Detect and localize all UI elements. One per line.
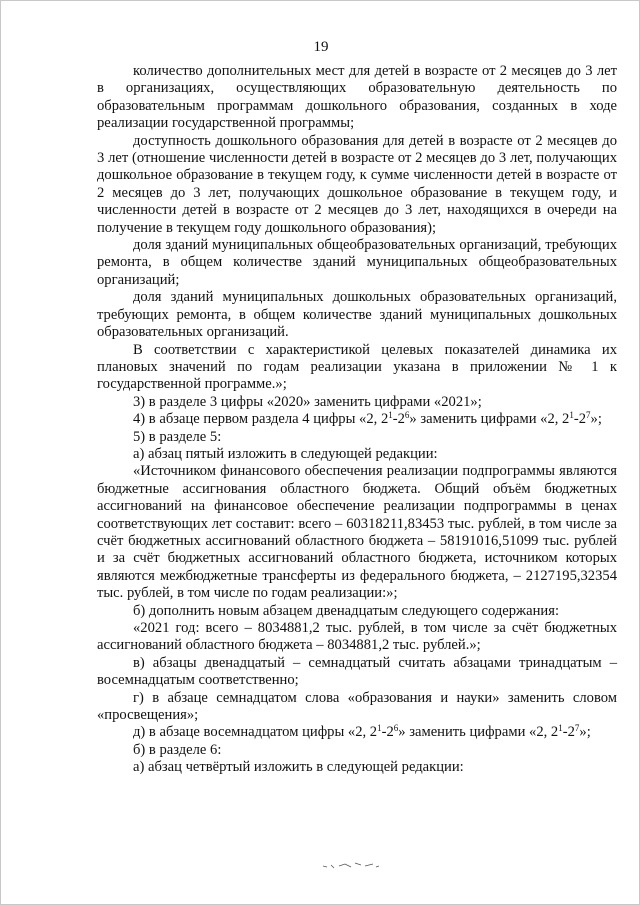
superscript: 1 — [377, 723, 382, 734]
superscript: 1 — [388, 410, 393, 421]
paragraph-text: -2 — [562, 724, 575, 741]
paragraph-text: «Источником финансового обеспечения реализации подпрограммы являются бюджетные ассигнования областного бюджета. Общий объём бюджетных ассигнований на финансовое обеспечение реализации подпрограммы в ценах соответствующих лет составит: всего – 60318211,83453 тыс. рублей, в том числе за счёт бюджетных ассигнований областного бюджета – 58191016,51099 тыс. рублей и за счёт бюджетных ассигнований областного бюджета, источником которых являются межбюджетные трансферты из федерального бюджета, – 2127195,32354 тыс. рублей, в том числе по годам реализации:»; — [97, 463, 617, 602]
paragraph-text: доступность дошкольного образования для детей в возрасте от 2 месяцев до 3 лет (отношение численности детей в возрасте от 2 месяцев до 3 лет, получающих дошкольное образование в текущем году, к сумме численности детей в возрасте от 2 месяцев до 3 лет, получающих дошкольное образование в текущем году, и численности детей в возрасте от 2 месяцев до 3 лет, находящихся в очереди на получение в текущем году дошкольного образования); — [97, 132, 617, 236]
paragraph-text: 5) в разделе 5: — [133, 428, 222, 445]
paragraph-subitem-v — [97, 655, 617, 690]
paragraph-subitem-d — [97, 724, 617, 741]
paragraph-text: »; — [579, 724, 591, 741]
paragraph-text: -2 — [573, 411, 587, 428]
superscript: 7 — [586, 410, 591, 421]
paragraph-school-buildings — [97, 237, 617, 289]
paragraph-preschool-buildings — [97, 289, 617, 341]
paragraph-text: а) абзац четвёртый изложить в следующей редакции: — [133, 759, 464, 776]
superscript: 6 — [404, 410, 410, 421]
superscript: 1 — [569, 410, 574, 421]
paragraph-text: д) в абзаце восемнадцатом цифры «2, 2 — [133, 724, 378, 741]
paragraph-text: 3) в разделе 3 цифры «2020» заменить цифрами «2021»; — [133, 393, 482, 410]
paragraph-text: а) абзац пятый изложить в следующей редакции: — [133, 445, 438, 462]
paragraph-text: б) дополнить новым абзацем двенадцатым следующего содержания: — [133, 602, 560, 619]
paragraph-accessibility — [97, 133, 617, 237]
paragraph-subitem-a-2 — [97, 759, 617, 776]
paragraph-text: доля зданий муниципальных общеобразовательных организаций, требующих ремонта, в общем количестве зданий муниципальных общеобразовательных организаций; — [97, 237, 617, 288]
paragraph-text: в) абзацы двенадцатый – семнадцатый считать абзацами тринадцатым – восемнадцатым соответственно; — [97, 654, 617, 689]
paragraph-text: В соответствии с характеристикой целевых показателей динамика их плановых значений по годам реализации указана в приложении № 1 к государственной программе.»; — [97, 341, 617, 393]
paragraph-subitem-b — [97, 603, 617, 620]
paragraph-text: -2 — [381, 724, 394, 741]
paragraph-year-2021 — [97, 620, 617, 655]
paragraph-subitem-g — [97, 690, 617, 725]
superscript: 7 — [574, 723, 580, 734]
paragraph-additional-places — [97, 63, 617, 133]
paragraph-text: «2021 год: всего – 8034881,2 тыс. рублей, в том числе за счёт бюджетных ассигнований областного бюджета – 8034881,2 тыс. рублей.»; — [97, 620, 617, 654]
paragraph-text: г) в абзаце семнадцатом слова «образования и науки» заменить словом «просвещения»; — [97, 689, 617, 724]
paragraph-text: -2 — [392, 411, 405, 428]
paragraph-item-5 — [97, 429, 617, 446]
paragraph-item-3 — [97, 394, 617, 411]
superscript: 6 — [393, 723, 399, 734]
paragraph-text: количество дополнительных мест для детей в возрасте от 2 месяцев до 3 лет в организациях, осуществляющих образовательную деятельность по образовательным программам дошкольного образования, созданных в ходе реализации государственной программы; — [97, 63, 617, 132]
paragraph-text: доля зданий муниципальных дошкольных образовательных организаций, требующих ремонта, в общем количестве зданий муниципальных дошкольных образовательных организаций. — [97, 289, 617, 341]
page-number: 19 — [313, 39, 329, 55]
paragraph-text: 4) в абзаце первом раздела 4 цифры «2, 2 — [133, 411, 389, 428]
superscript: 1 — [558, 723, 563, 734]
paragraph-text: »; — [590, 411, 602, 428]
paragraph-item-4 — [97, 411, 617, 428]
paragraph-subitem-a — [97, 446, 617, 463]
paragraph-text: » заменить цифрами «2, 2 — [398, 724, 559, 741]
document-body — [97, 63, 617, 777]
paragraph-indicators — [97, 342, 617, 394]
paragraph-text: б) в разделе 6: — [133, 741, 222, 758]
paragraph-item-6 — [97, 742, 617, 759]
paragraph-financing — [97, 463, 617, 602]
scan-mark — [321, 857, 381, 871]
paragraph-text: » заменить цифрами «2, 2 — [409, 411, 570, 428]
